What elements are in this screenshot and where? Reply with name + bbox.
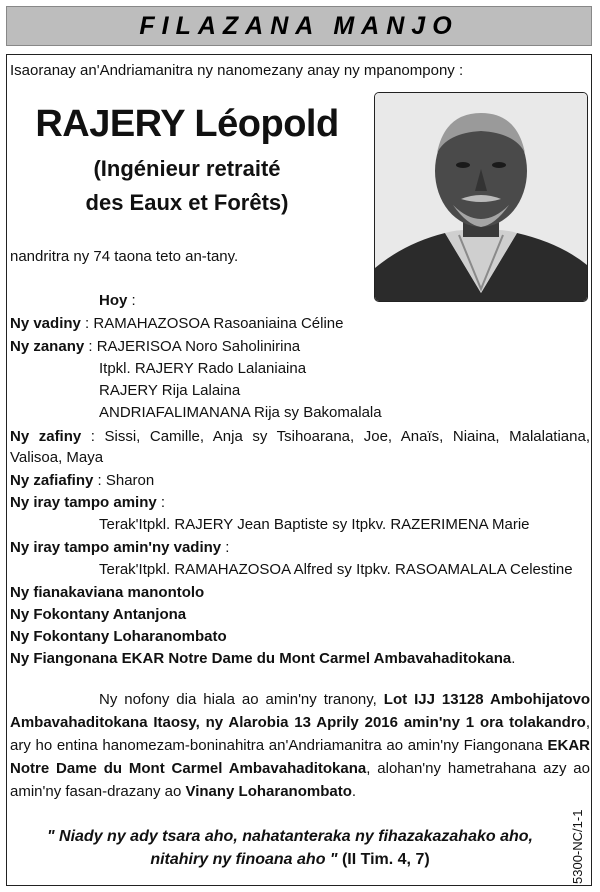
announcement-l5-a: amin'ny fasan-drazany ao — [10, 783, 182, 800]
announcement-l1-a: Ny nofony dia hiala ao amin'ny tranony, — [99, 691, 377, 708]
tampo-aminy-label: Ny iray tampo aminy — [10, 494, 157, 511]
announcement-l3-b: EKAR — [547, 737, 591, 754]
zafiafiny-label: Ny zafiafiny — [10, 472, 94, 489]
zafiny-value-2: Valisoa, Maya — [10, 449, 104, 466]
zafiafiny-value: : Sharon — [93, 472, 155, 489]
announcement-line-5 — [10, 783, 356, 800]
zanany-value-2: Itpkl. RAJERY Rado Lalaniaina — [99, 360, 307, 377]
announcement-l2-b: , — [585, 714, 590, 731]
announcement-l4-b: , alohan'ny hametrahana azy ao — [366, 760, 590, 777]
zanany-value-1: : RAJERISOA Noro Saholinirina — [84, 338, 301, 355]
announcement-line-2 — [10, 714, 590, 731]
deceased-name: RAJERY Léopold — [35, 103, 339, 145]
deceased-portrait-photo — [374, 92, 588, 302]
quote-line-2-text: nitahiry ny finoana aho " — [150, 851, 338, 868]
zanany-value-3: RAJERY Rija Lalaina — [99, 382, 241, 399]
age-text: nandritra ny 74 taona teto an-tany. — [10, 248, 239, 265]
zafiny-value-1: : Sissi, Camille, Anja sy Tsihoarana, Joe, Anaïs, Niaina, Malalatiana, — [81, 428, 590, 445]
announcement-l2-a: Ambavahaditokana Itaosy, ny Alarobia 13 Aprily 2016 amin'ny 1 ora tolakandro — [10, 714, 586, 731]
intro-text: Isaoranay an'Andriamanitra ny nanomezany anay ny mpanompony : — [10, 62, 464, 79]
notice-header-title: FILAZANA MANJO — [139, 11, 459, 40]
zafiny-label: Ny zafiny — [10, 428, 82, 445]
tampo-vadiny-value: Terak'Itpkl. RAMAHAZOSOA Alfred sy Itpkv. RASOAMALALA Celestine — [99, 561, 573, 578]
announcement-l1-b: Lot IJJ 13128 Ambohijatovo — [383, 691, 591, 708]
vadiny-line — [10, 315, 344, 333]
quote-line-2 — [20, 851, 560, 869]
tampo-vadiny-label: Ny iray tampo amin'ny vadiny — [10, 539, 222, 556]
others-item-1: Ny fianakaviana manontolo — [10, 584, 205, 601]
announcement-l3-a: ary ho entina hanomezam-boninahitra an'Andriamanitra ao amin'ny Fiangonana — [10, 737, 543, 754]
portrait-illustration — [375, 93, 587, 301]
tampo-vadiny-line — [10, 539, 229, 557]
vadiny-value: : RAMAHAZOSOA Rasoaniaina Céline — [80, 315, 344, 332]
vadiny-label: Ny vadiny — [10, 315, 81, 332]
zafiny-line-1 — [10, 428, 590, 445]
quote-line-1: " Niady ny ady tsara aho, nahatanteraka ny fihazakazahako aho, — [47, 828, 533, 845]
hoy-colon: : — [127, 292, 136, 309]
tampo-aminy-line — [10, 494, 165, 512]
announcement-l4-a: Notre Dame du Mont Carmel Ambavahaditokana — [10, 760, 367, 777]
others-item-2: Ny Fokontany Antanjona — [10, 606, 187, 623]
others-item-3: Ny Fokontany Loharanombato — [10, 628, 227, 645]
zanany-line — [10, 338, 300, 356]
zafiafiny-line — [10, 472, 154, 490]
announcement-line-4 — [10, 760, 590, 777]
others-item-4-line — [10, 650, 515, 668]
tampo-aminy-colon: : — [156, 494, 166, 511]
quote-reference: (II Tim. 4, 7) — [337, 851, 430, 868]
others-end-dot: . — [511, 650, 516, 667]
zanany-label: Ny zanany — [10, 338, 85, 355]
tampo-aminy-value: Terak'Itpkl. RAJERY Jean Baptiste sy Itpkv. RAZERIMENA Marie — [99, 516, 530, 533]
deceased-title-line1: (Ingénieur retraité — [93, 156, 281, 181]
announcement-line-3 — [10, 737, 590, 754]
deceased-title-line2: des Eaux et Forêts) — [85, 190, 289, 215]
reference-code: 5300-NC/1-1 — [570, 809, 585, 884]
others-item-4: Ny Fiangonana EKAR Notre Dame du Mont Carmel Ambavahaditokana — [10, 650, 512, 667]
announcement-l5-b: Vinany Loharanombato — [185, 783, 352, 800]
zanany-value-4: ANDRIAFALIMANANA Rija sy Bakomalala — [99, 404, 382, 421]
hoy-label: Hoy — [99, 292, 128, 309]
notice-header-bar — [6, 6, 592, 46]
tampo-vadiny-colon: : — [221, 539, 230, 556]
hoy-line — [99, 292, 136, 310]
announcement-line-1 — [99, 691, 590, 708]
announcement-l5-c: . — [351, 783, 357, 800]
